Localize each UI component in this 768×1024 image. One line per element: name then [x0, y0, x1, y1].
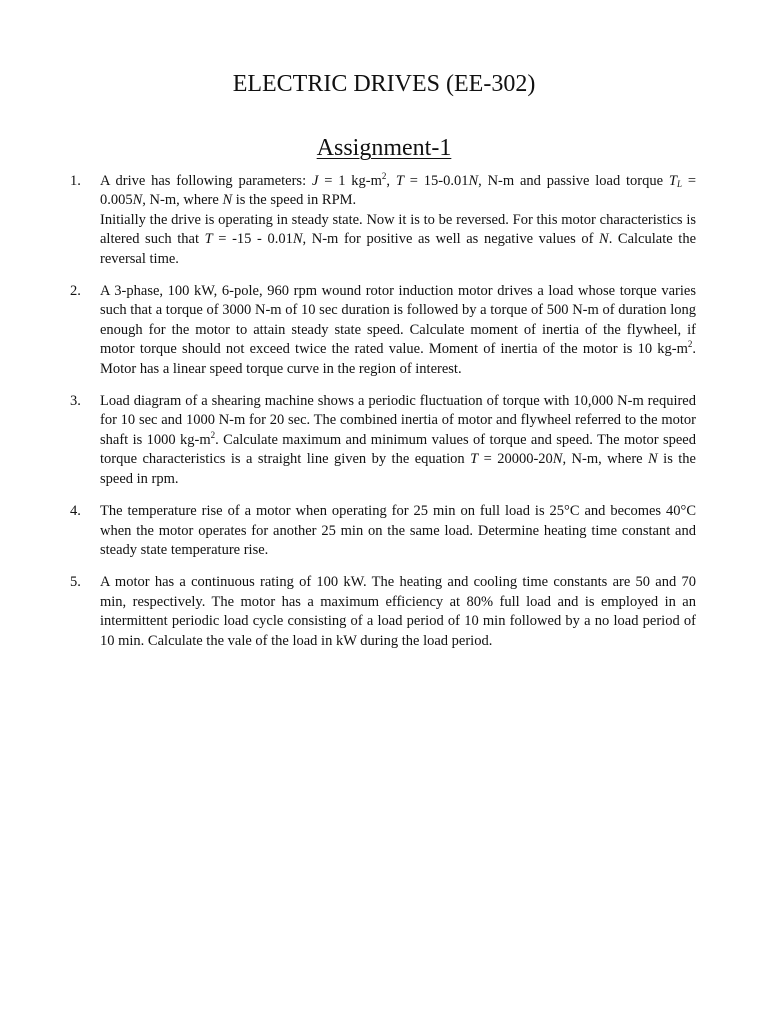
question-item — [70, 282, 696, 379]
question-item — [70, 573, 696, 651]
question-text — [100, 502, 696, 560]
question-paragraph: A drive has following parameters: J = 1 $kg-m^2$, T = 15-0.01N, N-m and passive load torque $T_L = 0.005N$, N-m, where N is the speed in RPM. — [100, 171, 697, 209]
question-number: 1. — [70, 173, 81, 189]
question-paragraph: The temperature rise of a motor when operating for 25 min on full load is 25°C and becomes 40°C when the motor operates for another 25 min on the same load. Determine heating time constant and steady state temperature rise. — [100, 503, 696, 558]
question-paragraph: Initially the drive is operating in steady state. Now it is to be reversed. For this motor characteristics is altered such that T = -15 - 0.01N, N-m for positive as well as negative values of N. Calculate the reversal time. — [100, 211, 696, 267]
question-item — [70, 172, 696, 269]
question-item — [70, 392, 696, 489]
course-title: ELECTRIC DRIVES (EE-302) — [232, 71, 536, 97]
question-paragraph: Load diagram of a shearing machine shows a periodic fluctuation of torque with 10,000 N-m required for 10 sec and 1000 N-m for 20 sec. The combined inertia of motor and flywheel referred to the motor shaft is 1000 $kg-m^2$. Calculate maximum and minimum values of torque and speed. The motor speed torque characteristics is a straight line given by the equation T = 20000-20N, N-m, where N is the speed in rpm. — [100, 393, 696, 487]
question-text — [100, 172, 696, 269]
question-paragraph: A motor has a continuous rating of 100 kW. The heating and cooling time constants are 50 and 70 min, respectively. The motor has a maximum efficiency at 80% full load and is employed in an intermittent periodic load cycle consisting of a load period of 10 min followed by a no load period of 10 min. Calculate the vale of the load in kW during the load period. — [100, 574, 696, 649]
question-text — [100, 282, 696, 379]
question-number: 2. — [70, 283, 81, 300]
question-list — [70, 172, 696, 664]
question-text — [100, 573, 696, 651]
assignment-title-text: Assignment-1 — [316, 135, 452, 161]
question-number: 4. — [70, 503, 81, 520]
question-item — [70, 502, 696, 560]
assignment-title — [0, 132, 768, 164]
question-text — [100, 392, 696, 489]
question-number: 3. — [70, 393, 81, 410]
question-number: 5. — [70, 574, 81, 591]
question-paragraph: A 3-phase, 100 kW, 6-pole, 960 rpm wound rotor induction motor drives a load whose torque varies such that a torque of 3000 N-m of 10 sec duration is followed by a torque of 500 N-m of duration long enough for the motor to attain steady state speed. Calculate moment of inertia of the flywheel, if motor torque should not exceed twice the rated value. Moment of inertia of the motor is 10 $kg-m^2$. Motor has a linear speed torque curve in the region of interest. — [100, 283, 696, 377]
